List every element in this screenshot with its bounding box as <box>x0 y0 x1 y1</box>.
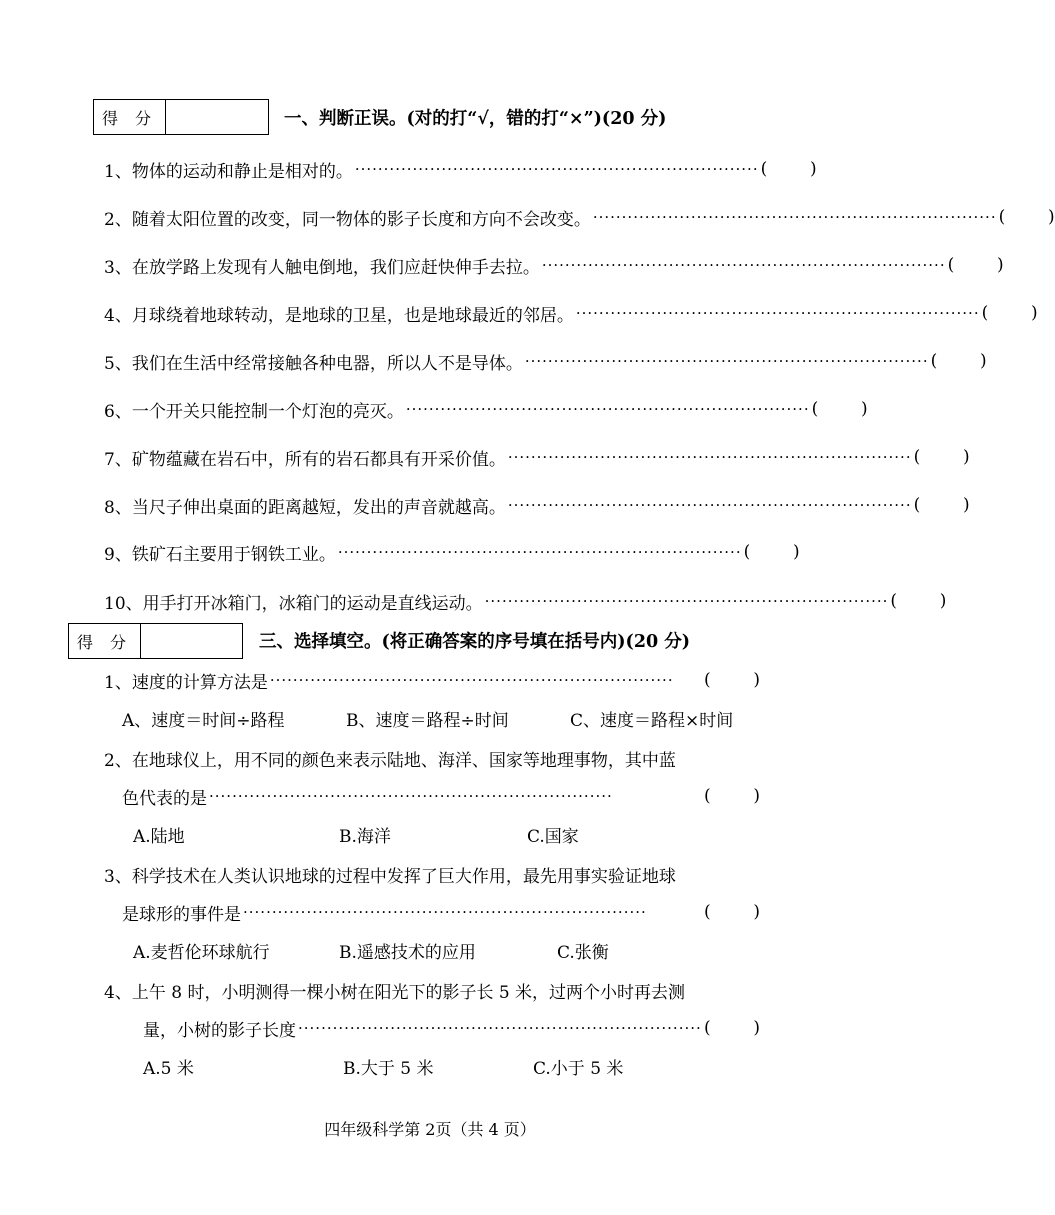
choice-options-3 <box>133 938 733 966</box>
judge-item-text: 1、物体的运动和静止是相对的。 <box>104 161 353 182</box>
answer-parentheses[interactable]: ( ) <box>913 495 970 515</box>
answer-parentheses[interactable]: ( ) <box>930 351 987 371</box>
option-c: C.小于 5 米 <box>533 1059 624 1079</box>
leader-dots: ······································································ <box>209 787 613 805</box>
choice-options-2 <box>133 822 733 850</box>
judge-item-text: 9、铁矿石主要用于钢铁工业。 <box>104 544 336 565</box>
choice-question-2-line2 <box>122 782 760 810</box>
option-b: B、速度＝路程÷时间 <box>346 711 509 731</box>
choice-options-4 <box>143 1054 703 1082</box>
answer-parentheses[interactable]: ( ) <box>811 399 868 419</box>
choice-question-1 <box>104 666 760 694</box>
answer-parentheses[interactable]: ( ) <box>704 670 760 690</box>
judge-item-2 <box>104 203 1055 231</box>
question-text: 3、科学技术在人类认识地球的过程中发挥了巨大作用，最先用事实验证地球 <box>104 866 676 887</box>
choice-question-4-line2 <box>143 1014 760 1042</box>
option-a: A.陆地 <box>133 827 185 847</box>
answer-parentheses[interactable]: ( ) <box>981 303 1038 323</box>
judge-item-3 <box>104 251 1004 279</box>
option-a: A、速度＝时间÷路程 <box>122 711 285 731</box>
answer-parentheses[interactable]: ( ) <box>947 255 1004 275</box>
choice-question-3-line2 <box>122 898 760 926</box>
option-c: C.张衡 <box>557 943 609 963</box>
judge-item-8 <box>104 491 970 519</box>
judge-item-text: 7、矿物蕴藏在岩石中，所有的岩石都具有开采价值。 <box>104 449 506 470</box>
judge-item-text: 2、随着太阳位置的改变，同一物体的影子长度和方向不会改变。 <box>104 209 591 230</box>
option-c: C.国家 <box>527 827 579 847</box>
question-text: 2、在地球仪上，用不同的颜色来表示陆地、海洋、国家等地理事物，其中蓝 <box>104 750 676 771</box>
option-b: B.海洋 <box>339 827 391 847</box>
judge-item-9 <box>104 538 800 566</box>
choice-question-3-line1 <box>104 860 760 888</box>
question-text: 是球形的事件是 <box>122 904 241 925</box>
judge-item-text: 5、我们在生活中经常接触各种电器，所以人不是导体。 <box>104 353 523 374</box>
score-box-section1 <box>93 99 269 135</box>
leader-dots: ······································································ <box>269 671 674 689</box>
leader-dots: ······································································ <box>507 448 912 466</box>
score-label: 得 分 <box>94 100 166 134</box>
score-blank[interactable] <box>141 624 242 658</box>
answer-parentheses[interactable]: ( ) <box>998 207 1055 227</box>
leader-dots: ······································································ <box>575 304 980 322</box>
leader-dots: ······································································ <box>243 903 647 921</box>
judge-item-5 <box>104 347 987 375</box>
answer-parentheses[interactable]: ( ) <box>760 159 817 179</box>
judge-item-text: 3、在放学路上发现有人触电倒地，我们应赶快伸手去拉。 <box>104 257 540 278</box>
answer-parentheses[interactable]: ( ) <box>890 591 947 611</box>
option-a: A.5 米 <box>143 1059 194 1079</box>
question-text: 4、上午 8 时，小明测得一棵小树在阳光下的影子长 5 米，过两个小时再去测 <box>104 982 686 1003</box>
score-box-section3 <box>68 623 243 659</box>
choice-options-1 <box>122 706 762 734</box>
option-c: C、速度＝路程×时间 <box>570 711 734 731</box>
leader-dots: ······································································ <box>298 1019 702 1037</box>
judge-item-7 <box>104 443 970 471</box>
leader-dots: ······································································ <box>337 543 742 561</box>
answer-parentheses[interactable]: ( ) <box>743 542 800 562</box>
section3-title: 三、选择填空。(将正确答案的序号填在括号内)(20 分) <box>259 632 691 652</box>
score-label: 得 分 <box>69 624 141 658</box>
leader-dots: ······································································ <box>405 400 810 418</box>
answer-parentheses[interactable]: ( ) <box>704 786 760 806</box>
leader-dots: ······································································ <box>592 208 997 226</box>
leader-dots: ······································································ <box>524 352 929 370</box>
question-text: 量，小树的影子长度 <box>143 1020 296 1041</box>
judge-item-4 <box>104 299 1038 327</box>
judge-item-text: 6、一个开关只能控制一个灯泡的亮灭。 <box>104 401 404 422</box>
answer-parentheses[interactable]: ( ) <box>704 902 760 922</box>
judge-item-10 <box>104 587 947 615</box>
leader-dots: ······································································ <box>354 160 759 178</box>
question-text: 1、速度的计算方法是 <box>104 672 268 693</box>
choice-question-2-line1 <box>104 744 760 772</box>
question-text: 色代表的是 <box>122 788 207 809</box>
option-b: B.遥感技术的应用 <box>339 943 476 963</box>
option-b: B.大于 5 米 <box>343 1059 434 1079</box>
page-footer: 四年级科学第 2页（共 4 页） <box>324 1120 536 1139</box>
option-a: A.麦哲伦环球航行 <box>133 943 270 963</box>
leader-dots: ······································································ <box>541 256 946 274</box>
choice-question-4-line1 <box>104 976 760 1004</box>
judge-item-text: 8、当尺子伸出桌面的距离越短，发出的声音就越高。 <box>104 497 506 518</box>
leader-dots: ······································································ <box>484 592 889 610</box>
answer-parentheses[interactable]: ( ) <box>704 1018 760 1038</box>
judge-item-text: 4、月球绕着地球转动，是地球的卫星，也是地球最近的邻居。 <box>104 305 574 326</box>
judge-item-1 <box>104 155 817 183</box>
leader-dots: ······································································ <box>507 496 912 514</box>
judge-item-text: 10、用手打开冰箱门，冰箱门的运动是直线运动。 <box>104 593 483 614</box>
section1-title: 一、判断正误。(对的打“√，错的打“×”)(20 分) <box>284 109 667 129</box>
answer-parentheses[interactable]: ( ) <box>913 447 970 467</box>
score-blank[interactable] <box>166 100 268 134</box>
judge-item-6 <box>104 395 868 423</box>
